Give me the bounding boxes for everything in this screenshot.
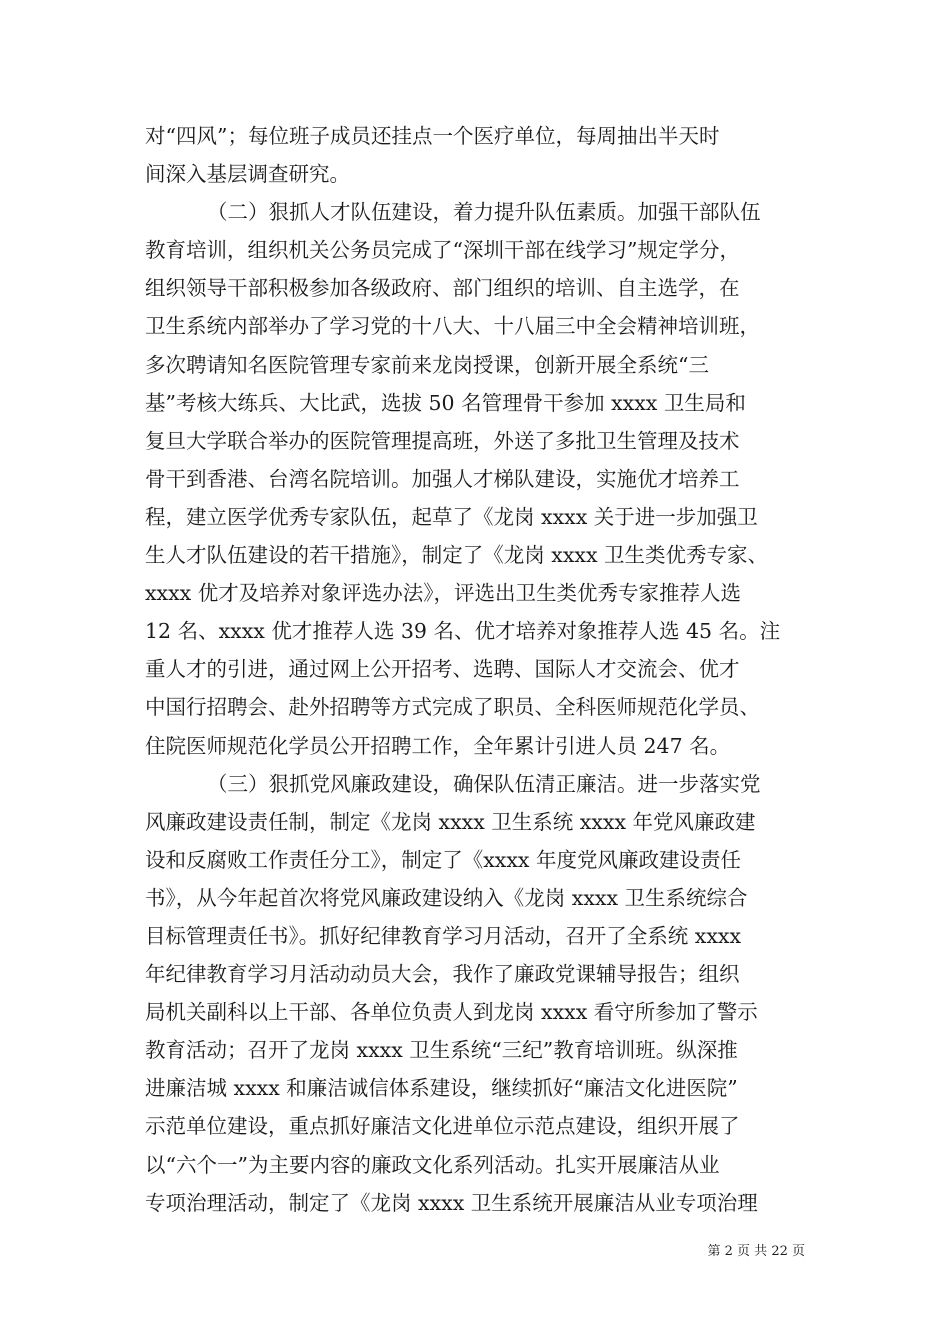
text-line: 年纪律教育学习月活动动员大会，我作了廉政党课辅导报告；组织 [145, 962, 740, 987]
text-line: 教育活动；召开了龙岗 xxxx 卫生系统“三纪”教育培训班。纵深推 [145, 1038, 738, 1063]
document-body [145, 117, 810, 1222]
text-line: 示范单位建设，重点抓好廉洁文化进单位示范点建设，组织开展了 [145, 1114, 740, 1139]
text-line: 设和反腐败工作责任分工》，制定了《xxxx 年度党风廉政建设责任 [145, 847, 742, 872]
text-line: 多次聘请知名医院管理专家前来龙岗授课，创新开展全系统“三 [145, 352, 709, 377]
text-line: 12 名、xxxx 优才推荐人选 39 名、优才培养对象推荐人选 45 名。注 [145, 619, 781, 644]
text-line: 专项治理活动，制定了《龙岗 xxxx 卫生系统开展廉洁从业专项治理 [145, 1190, 758, 1215]
text-line: 复旦大学联合举办的医院管理提高班，外送了多批卫生管理及技术 [145, 428, 740, 453]
text-line: 对“四风”；每位班子成员还挂点一个医疗单位，每周抽出半天时 [145, 124, 720, 148]
text-line: 骨干到香港、台湾名院培训。加强人才梯队建设，实施优才培养工 [145, 466, 740, 491]
text-line: 教育培训，组织机关公务员完成了“深圳干部在线学习”规定学分， [145, 238, 740, 263]
text-line: 中国行招聘会、赴外招聘等方式完成了职员、全科医师规范化学员、 [145, 695, 760, 720]
text-line: 组织领导干部积极参加各级政府、部门组织的培训、自主选学，在 [145, 276, 740, 301]
text-line: 重人才的引进，通过网上公开招考、选聘、国际人才交流会、优才 [145, 657, 740, 682]
page-number: 第 2 页 共 22 页 [707, 1244, 805, 1259]
text-line: 进廉洁城 xxxx 和廉洁诚信体系建设，继续抓好“廉洁文化进医院” [145, 1076, 738, 1101]
text-line: 卫生系统内部举办了学习党的十八大、十八届三中全会精神培训班， [145, 314, 760, 339]
text-line: xxxx 优才及培养对象评选办法》，评选出卫生类优秀专家推荐人选 [145, 581, 742, 606]
paragraph-start-line: （三）狠抓党风廉政建设，确保队伍清正廉洁。进一步落实党 [207, 771, 761, 796]
text-line: 住院医师规范化学员公开招聘工作，全年累计引进人员 247 名。 [145, 733, 731, 758]
text-line: 目标管理责任书》。抓好纪律教育学习月活动，召开了全系统 xxxx [145, 923, 742, 948]
text-line: 生人才队伍建设的若干措施》，制定了《龙岗 xxxx 卫生类优秀专家、 [145, 543, 769, 568]
text-line: 书》，从今年起首次将党风廉政建设纳入《龙岗 xxxx 卫生系统综合 [145, 885, 748, 910]
text-line: 程，建立医学优秀专家队伍，起草了《龙岗 xxxx 关于进一步加强卫 [145, 504, 758, 529]
text-line: 风廉政建设责任制，制定《龙岗 xxxx 卫生系统 xxxx 年党风廉政建 [145, 809, 756, 834]
text-line: 间深入基层调查研究。 [145, 162, 350, 187]
text-line: 基”考核大练兵、大比武，选拔 50 名管理骨干参加 xxxx 卫生局和 [145, 390, 746, 415]
paragraph-start-line: （二）狠抓人才队伍建设，着力提升队伍素质。加强干部队伍 [207, 200, 761, 225]
text-line: 以“六个一”为主要内容的廉政文化系列活动。扎实开展廉洁从业 [145, 1152, 720, 1177]
text-line: 局机关副科以上干部、各单位负责人到龙岗 xxxx 看守所参加了警示 [145, 1000, 758, 1025]
